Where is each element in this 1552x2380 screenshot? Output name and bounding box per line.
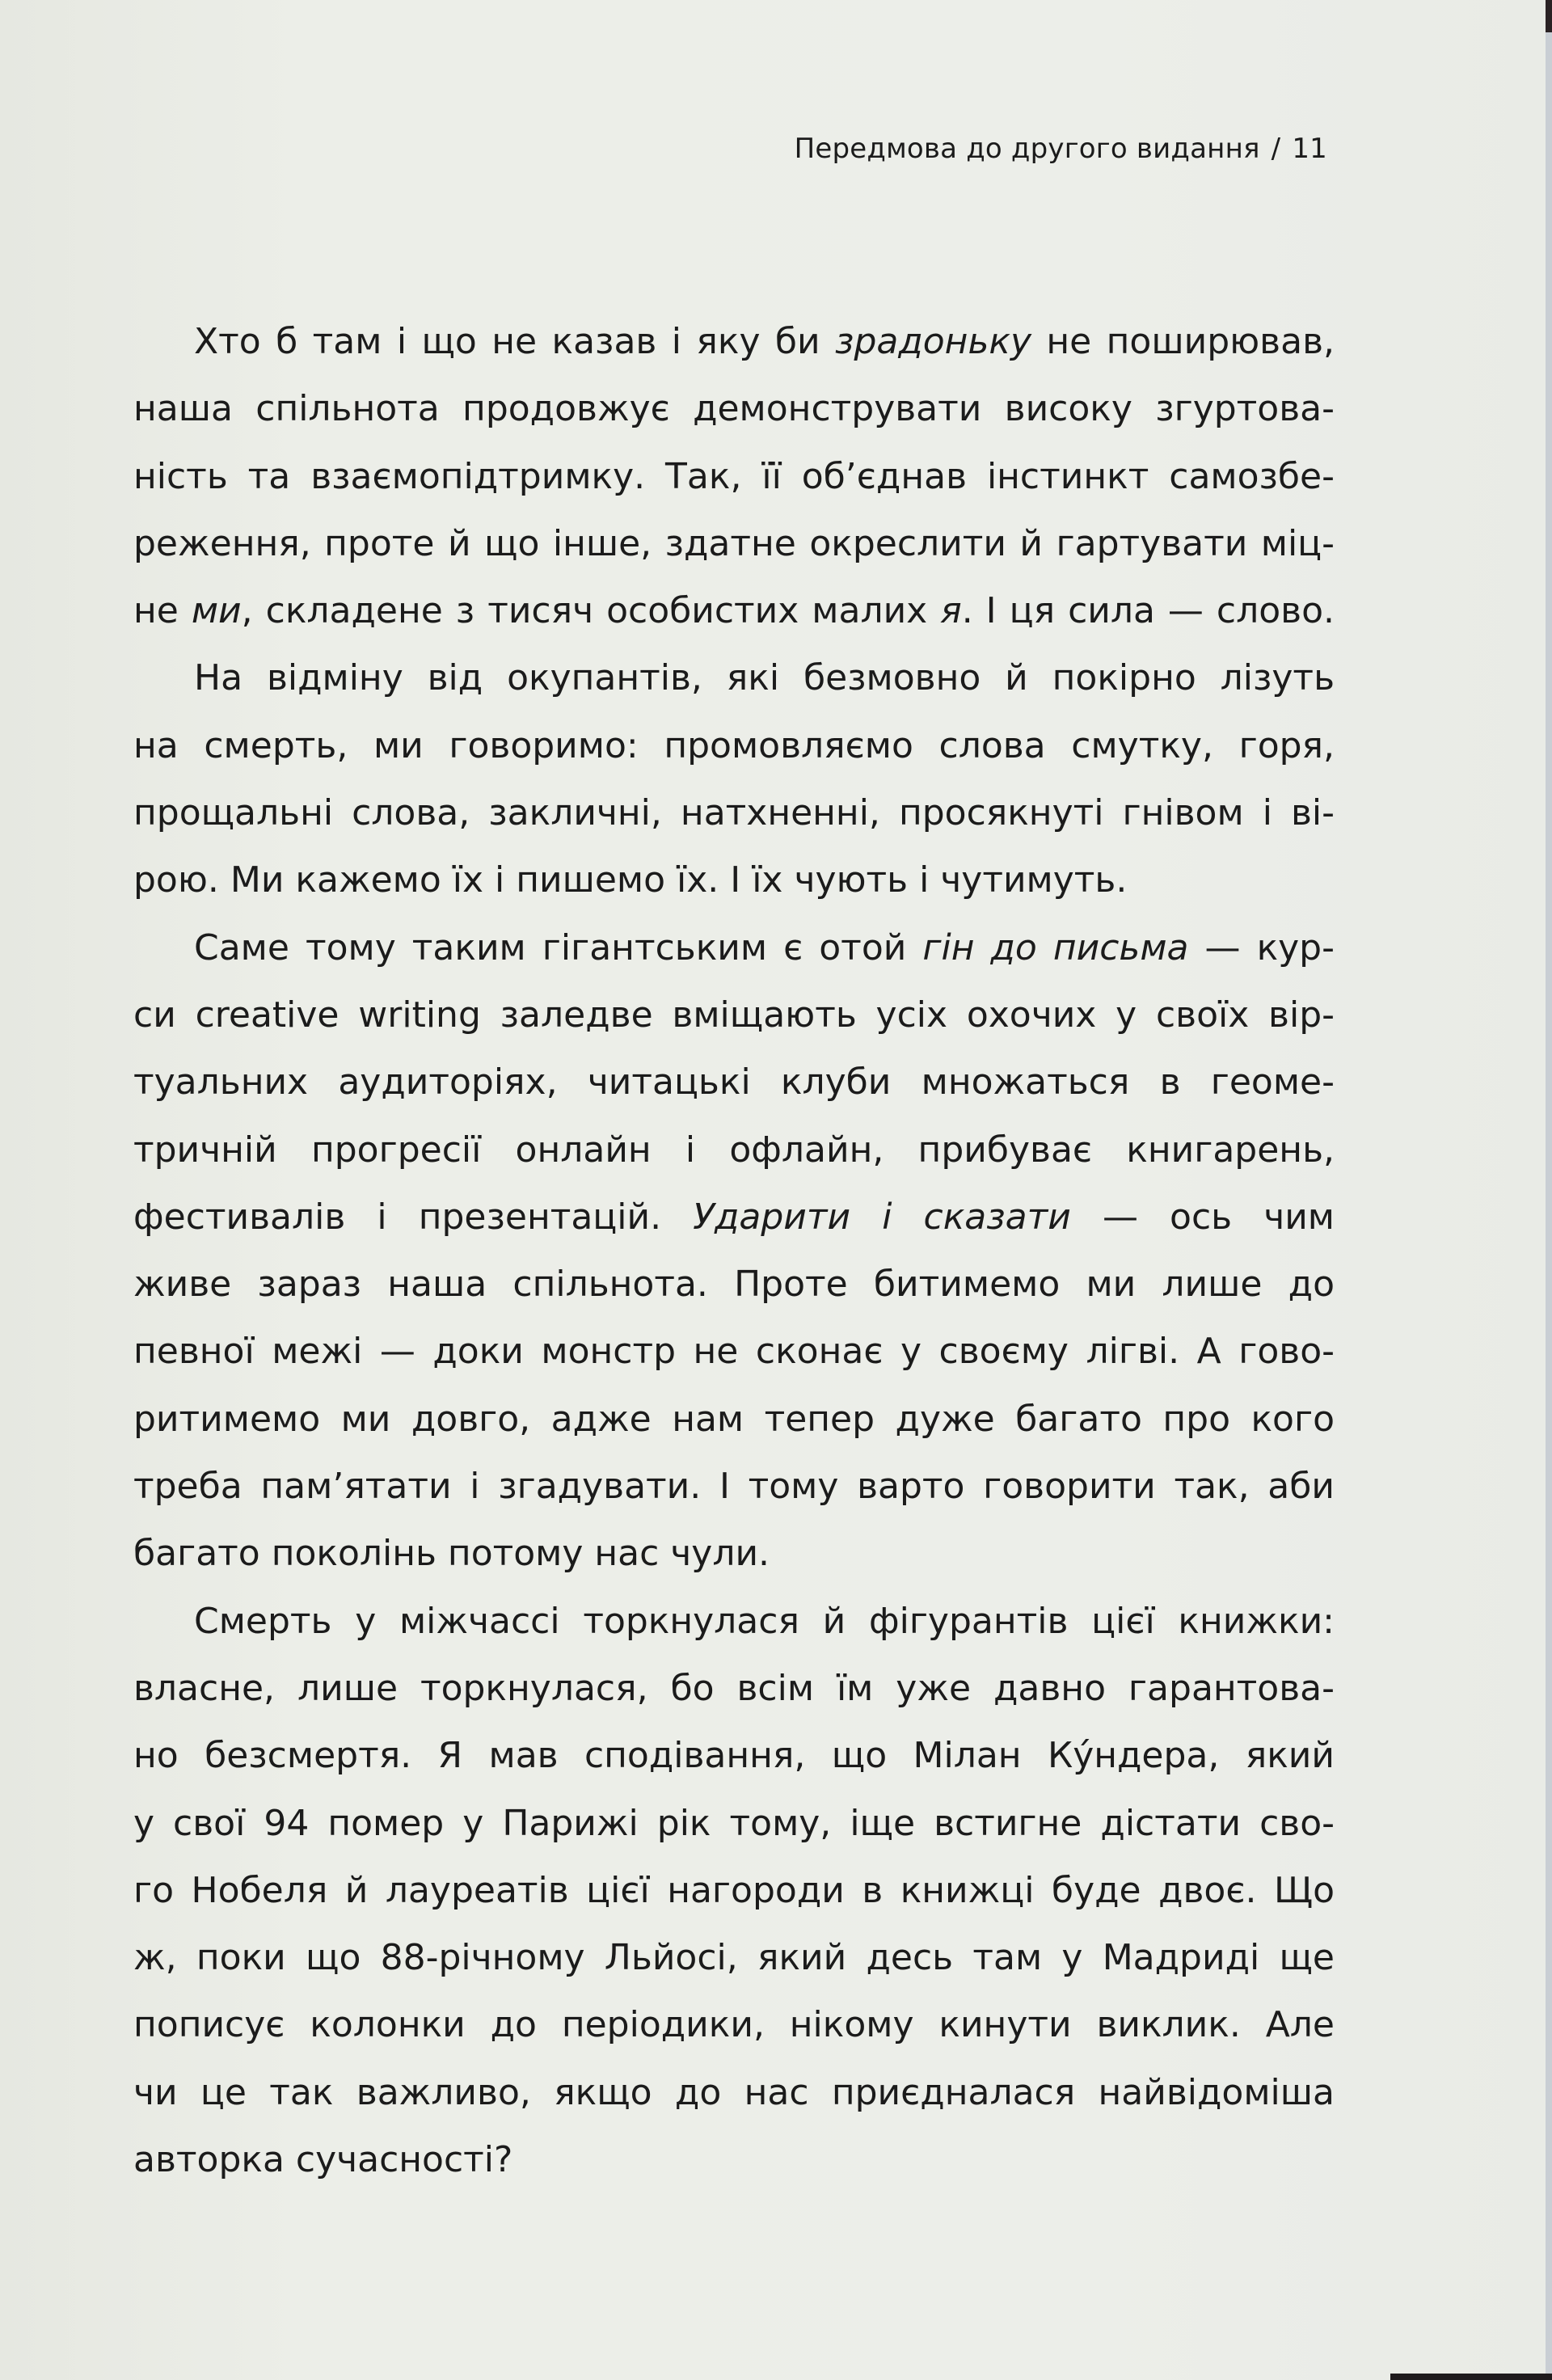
emphasis: ми [191,590,242,632]
text-line: рою. Ми кажемо їх і пишемо їх. І їх чують і чутимуть. [133,859,1128,901]
text-line: туальних аудиторіях, читацькі клуби множаться в геоме- [133,1061,1335,1103]
text-line: живе зараз наша спільнота. Проте битимемо ми лише до [133,1264,1335,1306]
text-line: Смерть у міжчассі торкнулася й фігурантів цієї книжки: [194,1600,1335,1642]
emphasis: гін до письма [922,926,1189,968]
text-line: ж, поки що 88-річному Льйосі, який десь там у Мадриді ще [133,1937,1335,1979]
text-line: у свої 94 помер у Парижі рік тому, іще встигне дістати сво- [133,1802,1335,1844]
text-line: го Нобеля й лауреатів цієї нагороди в книжці буде двоє. Що [133,1869,1335,1911]
text-line: чи це так важливо, якщо до нас приєдналася найвідоміша [133,2071,1335,2113]
text-line: прощальні слова, закличні, натхненні, просякнуті гнівом і ві- [133,792,1335,834]
text-line: но безсмертя. Я мав сподівання, що Мілан Ку́ндера, який [133,1735,1335,1777]
text-line: тричній прогресії онлайн і офлайн, прибуває книгарень, [133,1129,1335,1171]
text-line: Саме тому таким гігантським є отой гін до письма — кур- [194,926,1335,968]
text-line: На відміну від окупантів, які безмовно й покірно лізуть [194,657,1335,699]
text-line: си creative writing заледве вміщають усіх охочих у своїх вір- [133,994,1335,1036]
background-corner [1546,0,1552,32]
text-line: наша спільнота продовжує демонструвати високу згуртова- [133,388,1335,430]
text-line: власне, лише торкнулася, бо всім їм уже давно гарантова- [133,1667,1335,1709]
text-line: Хто б там і що не казав і яку би зрадоньку не поширював, [194,321,1335,362]
emphasis: я [940,590,962,632]
running-head [795,129,1327,168]
text-line: певної межі — доки монстр не сконає у своєму лігві. А гово- [133,1331,1335,1373]
text-line: не ми, складене з тисяч особистих малих я. І ця сила — слово. [133,590,1335,632]
page-number: 11 [1292,133,1327,165]
chapter-title: Передмова до другого видання [794,133,1260,165]
text-line: на смерть, ми говоримо: промовляємо слова смутку, горя, [133,724,1335,766]
text-line: фестивалів і презентацій. Ударити і сказати — ось чим [133,1196,1335,1238]
emphasis: зрадоньку [835,321,1031,362]
text-line: ритимемо ми довго, адже нам тепер дуже багато про кого [133,1398,1335,1440]
page-edge-shadow [1546,0,1552,2380]
text-line: ність та взаємопідтримку. Так, її об’єднав інстинкт самозбе- [133,455,1335,497]
text-line: реження, проте й що інше, здатне окреслити й гартувати міц- [133,522,1335,564]
background-corner [1390,2374,1552,2380]
separator: / [1271,133,1281,165]
emphasis: Ударити і сказати [693,1196,1071,1238]
text-line: авторка сучасності? [133,2139,513,2181]
text-line: пописує колонки до періодики, нікому кинути виклик. Але [133,2004,1335,2046]
text-line: треба пам’ятати і згадувати. І тому варто говорити так, аби [133,1466,1335,1508]
body-text [133,308,1335,2193]
text-line: багато поколінь потому нас чули. [133,1533,770,1575]
